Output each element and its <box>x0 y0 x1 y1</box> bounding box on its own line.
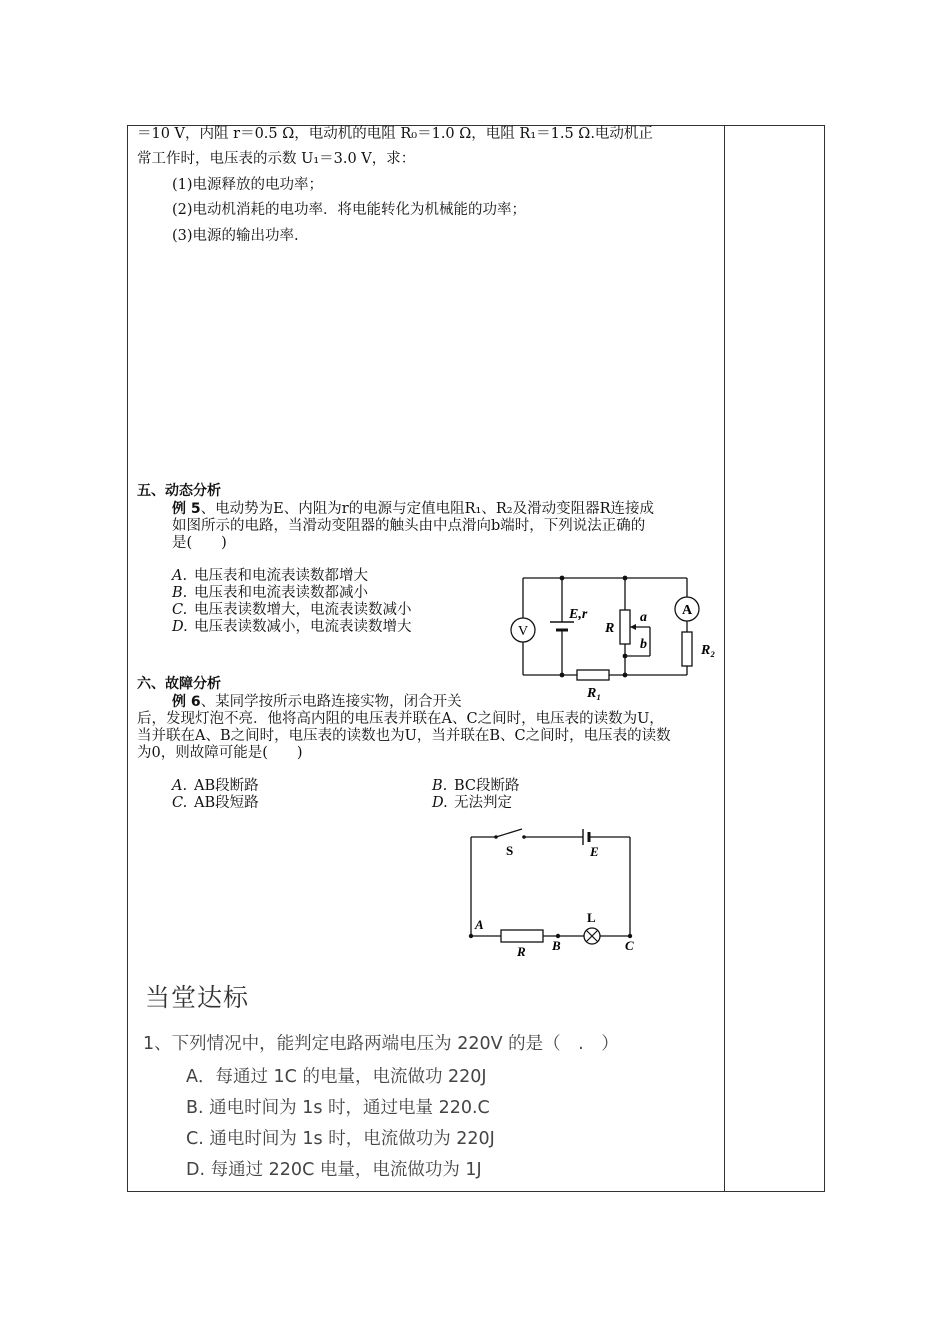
section5-stem-line2: 如图所示的电路，当滑动变阻器的触头由中点滑向b端时，下列说法正确的 <box>172 518 646 534</box>
slider-arrow <box>630 624 636 630</box>
section6-stem-line4: 为0，则故障可能是( ) <box>137 745 303 761</box>
resistor-symbol <box>501 930 543 942</box>
rheostat-symbol <box>620 610 630 644</box>
problem4-line1: ＝10 V，内阻 r＝0.5 Ω，电动机的电阻 R₀＝1.0 Ω，电阻 R₁＝1.5 Ω.电动机正 <box>137 126 653 142</box>
section5-stem-line3: 是( ) <box>172 535 227 551</box>
lamp-label: L <box>587 910 596 925</box>
section6-option-a: A. AB段断路 <box>172 778 259 794</box>
problem4-question-1: (1)电源释放的电功率； <box>172 177 324 193</box>
example6-label: 例 6 <box>172 694 201 710</box>
section5-option-c: C. 电压表读数增大，电流表读数减小 <box>172 602 412 618</box>
practice-option-a: A．每通过 1C 的电量，电流做功 220J <box>186 1067 487 1087</box>
section5-option-b: B. 电压表和电流表读数都减小 <box>172 585 368 601</box>
node-a-label: A <box>475 917 484 932</box>
example5-label: 例 5 <box>172 501 201 517</box>
junction-dots <box>560 576 628 678</box>
circuit-diagram-1 <box>505 570 730 705</box>
problem4-question-2: (2)电动机消耗的电功率．将电能转化为机械能的功率； <box>172 202 527 218</box>
resistor-r1-symbol <box>577 670 609 680</box>
practice-option-b: B. 通电时间为 1s 时，通过电量 220.C <box>186 1098 490 1118</box>
practice-option-d: D. 每通过 220C 电量，电流做功为 1J <box>186 1160 482 1180</box>
problem4-line2: 常工作时，电压表的示数 U₁＝3.0 V，求： <box>137 151 416 167</box>
battery-label: E <box>590 844 599 859</box>
section6-stem-line1: 例 6、某同学按所示电路连接实物，闭合开关 <box>172 694 462 710</box>
section5-stem-line1: 例 5、电动势为E、内阻为r的电源与定值电阻R₁、R₂及滑动变阻器R连接成 <box>172 501 655 517</box>
practice-option-c: C. 通电时间为 1s 时，电流做功为 220J <box>186 1129 495 1149</box>
section6-option-b: B. BC段断路 <box>432 778 520 794</box>
practice-question-1: 1、下列情况中，能判定电路两端电压为 220V 的是（ . ） <box>143 1034 619 1054</box>
terminal-a-label: a <box>640 610 647 625</box>
problem4-question-3: (3)电源的输出功率. <box>172 228 299 244</box>
terminal-b-label: b <box>640 637 647 652</box>
circuit-diagram-2 <box>462 825 652 960</box>
resistor-r2-symbol <box>682 632 692 666</box>
practice-title: 当堂达标 <box>145 983 250 1012</box>
section5-option-a: A. 电压表和电流表读数都增大 <box>172 568 368 584</box>
section6-stem-line3: 当并联在A、B之间时，电压表的读数也为U，当并联在B、C之间时，电压表的读数 <box>137 728 671 744</box>
resistor-r2-label: R₂ <box>701 643 716 658</box>
rheostat-label: R <box>605 621 615 636</box>
node-b-label: B <box>552 938 561 953</box>
section6-option-c: C. AB段短路 <box>172 795 259 811</box>
node-a-dot <box>469 934 473 938</box>
resistor-label: R <box>517 944 526 959</box>
ammeter-label: A <box>681 603 693 618</box>
switch-contact-left <box>494 835 498 839</box>
section6-stem-line2: 后，发现灯泡不亮．他将高内阻的电压表并联在A、C之间时，电压表的读数为U， <box>137 711 664 727</box>
section5-option-d: D. 电压表读数减小，电流表读数增大 <box>172 619 412 635</box>
node-c-label: C <box>625 938 634 953</box>
resistor-r1-label: R₁ <box>587 686 602 701</box>
switch-label: S <box>506 843 514 858</box>
battery-label: E,r <box>569 607 588 622</box>
section5-heading: 五、动态分析 <box>137 483 221 499</box>
switch-contact-right <box>522 835 526 839</box>
section6-option-d: D. 无法判定 <box>432 795 512 811</box>
voltmeter-label: V <box>517 624 529 639</box>
section6-heading: 六、故障分析 <box>137 676 221 692</box>
